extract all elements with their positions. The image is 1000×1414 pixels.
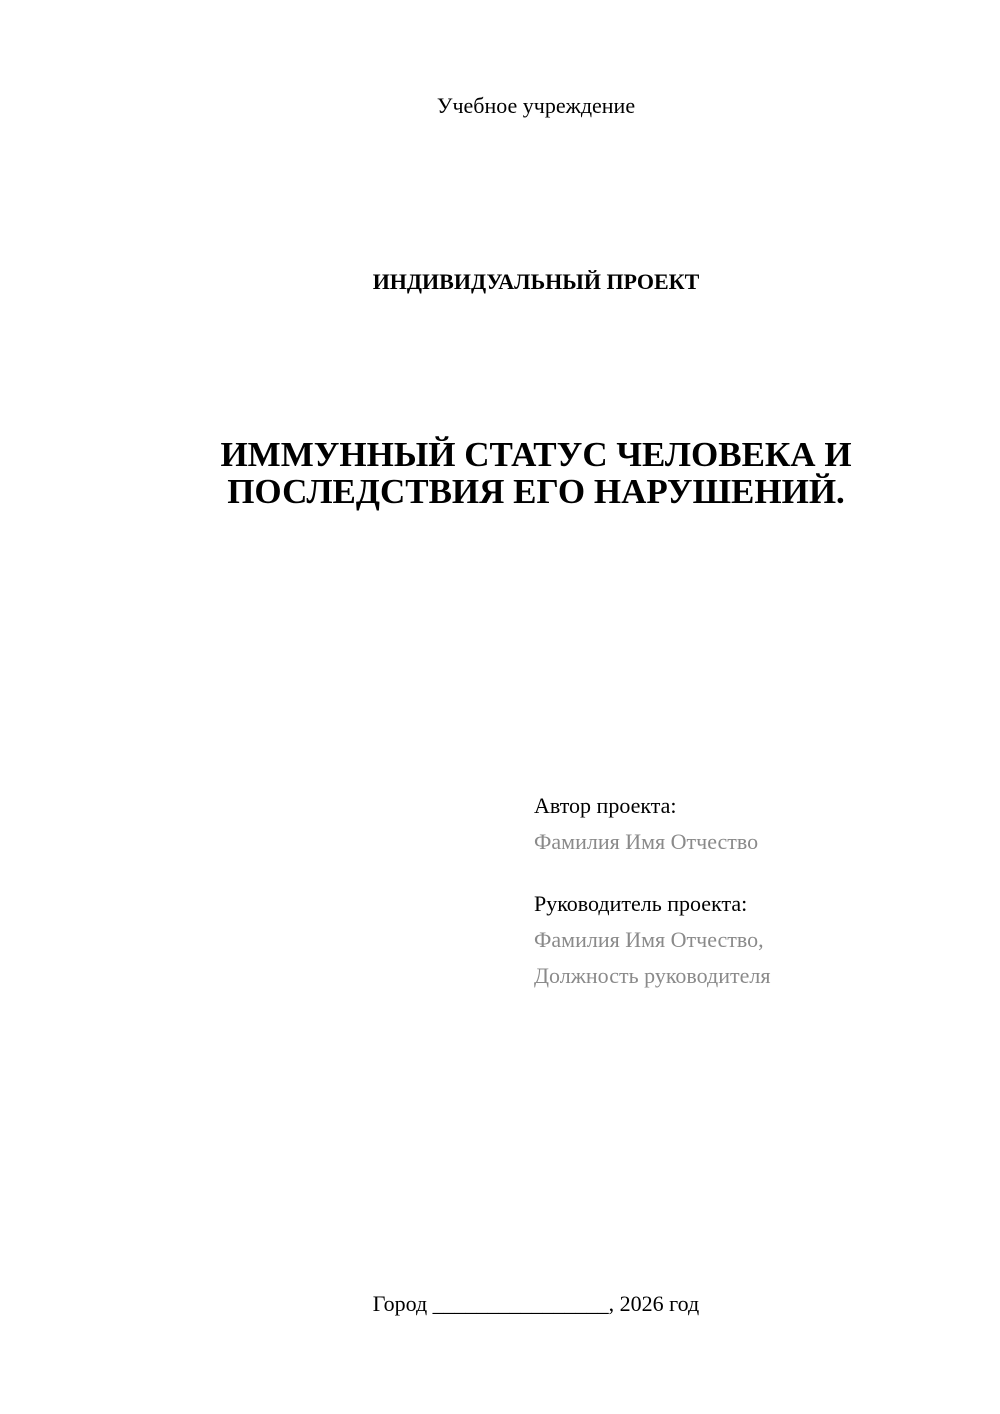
project-title-line-2: ПОСЛЕДСТВИЯ ЕГО НАРУШЕНИЙ.: [227, 472, 845, 511]
project-info: [534, 788, 974, 994]
author-label: Автор проекта:: [534, 793, 677, 818]
supervisor-label: Руководитель проекта:: [534, 891, 748, 916]
city-year-footer: Город ________________, 2026 год: [372, 1291, 700, 1316]
author-name: Фамилия Имя Отчество: [534, 829, 759, 854]
supervisor-name: Фамилия Имя Отчество,: [534, 927, 764, 952]
institution-name: Учебное учреждение: [436, 93, 636, 118]
project-title-line-1: ИММУННЫЙ СТАТУС ЧЕЛОВЕКА И: [220, 435, 852, 474]
supervisor-position: Должность руководителя: [534, 963, 771, 988]
project-title: [160, 436, 912, 510]
document-type-heading: ИНДИВИДУАЛЬНЫЙ ПРОЕКТ: [372, 269, 700, 294]
info-spacer: [534, 860, 974, 886]
